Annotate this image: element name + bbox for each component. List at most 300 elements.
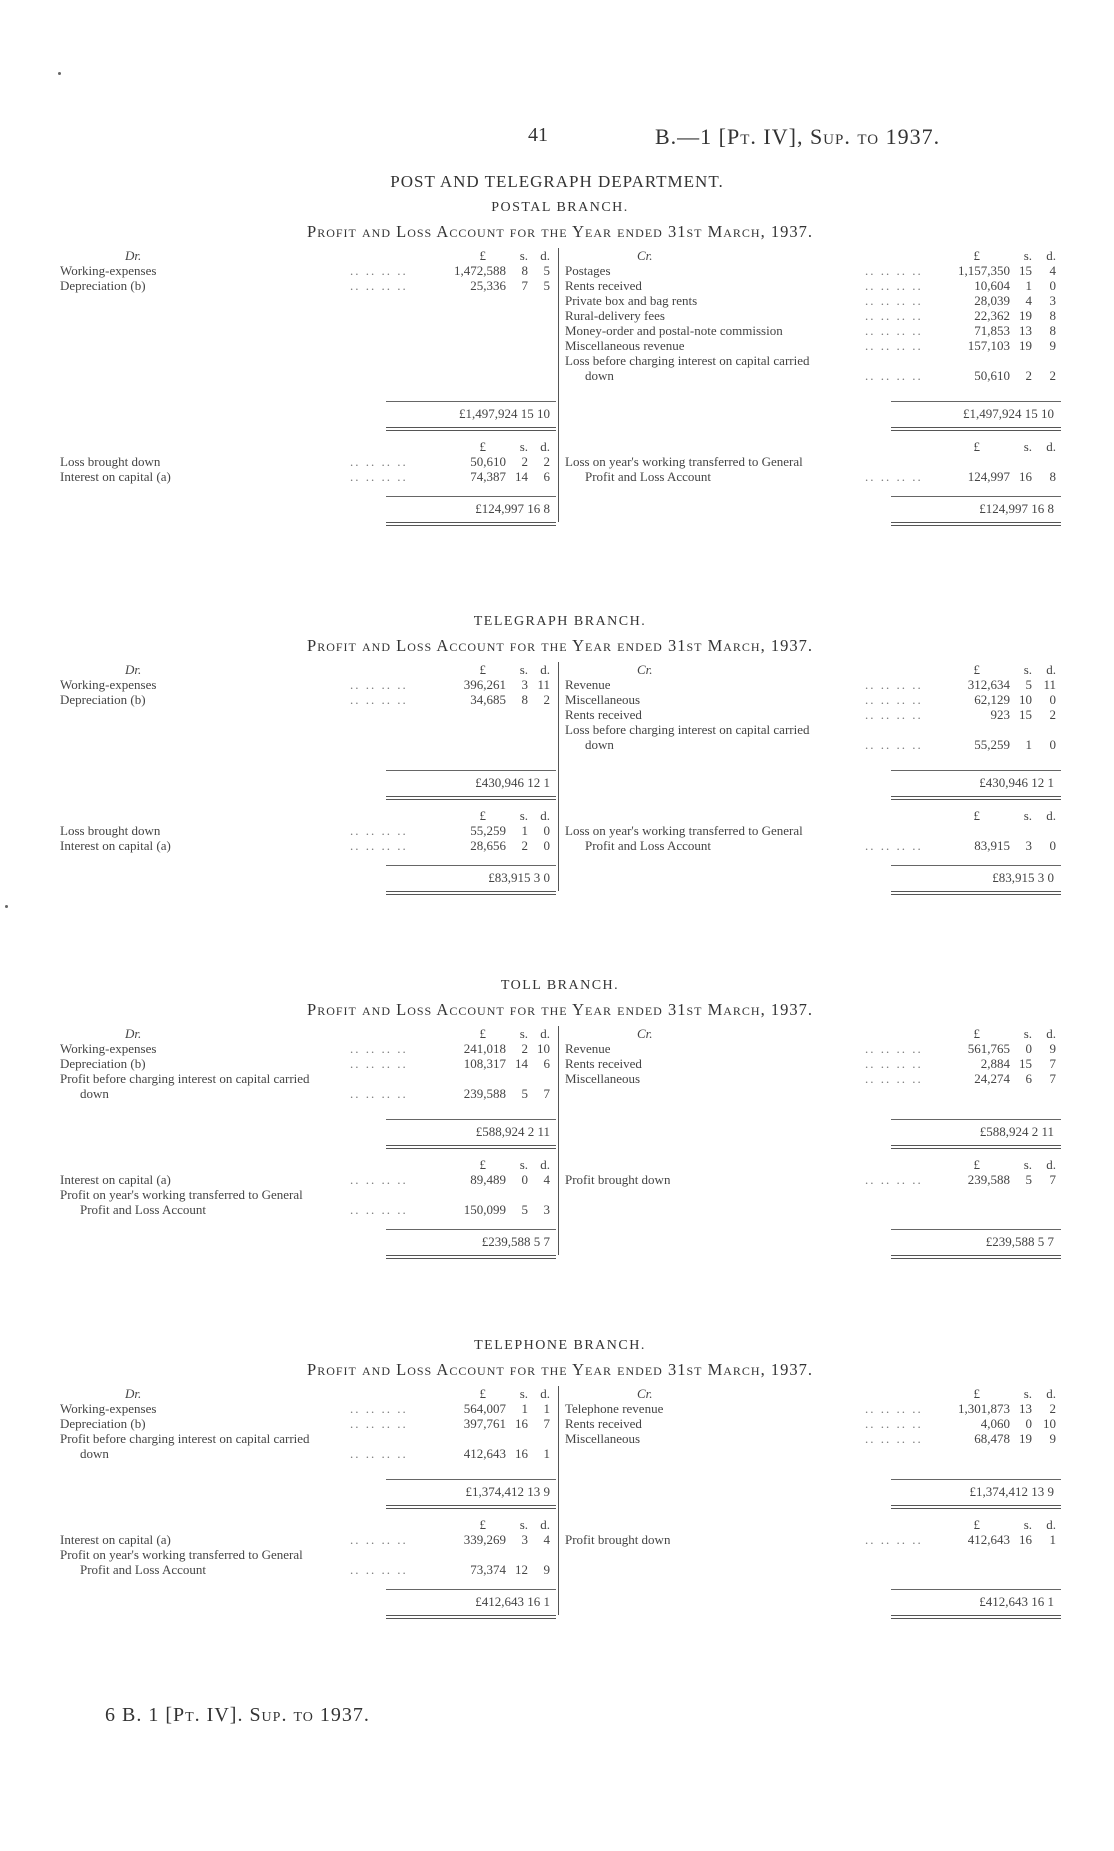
amount-pence: 6 bbox=[543, 1056, 550, 1071]
double-rule bbox=[891, 427, 1061, 431]
amount-pounds: 923 bbox=[990, 707, 1010, 722]
total-amount: £124,997 16 8 bbox=[979, 501, 1054, 516]
leader-dots: .. .. .. .. bbox=[350, 469, 408, 484]
leader-dots: .. .. .. .. bbox=[350, 1446, 408, 1461]
account-title: Profit and Loss Account for the Year ended 31st March, 1937. bbox=[307, 1360, 813, 1379]
double-rule bbox=[891, 1145, 1061, 1149]
amount-shillings: 2 bbox=[521, 1041, 528, 1056]
shillings-header: s. bbox=[519, 662, 528, 677]
side-label: Dr. bbox=[125, 1026, 142, 1041]
amount-pounds: 34,685 bbox=[470, 692, 506, 707]
leader-dots: .. .. .. .. bbox=[865, 278, 923, 293]
amount-pence: 1 bbox=[543, 1446, 550, 1461]
leader-dots: .. .. .. .. bbox=[350, 278, 408, 293]
leader-dots: .. .. .. .. bbox=[350, 1041, 408, 1056]
cr-total bbox=[565, 406, 1060, 421]
leader-dots: .. .. .. .. bbox=[350, 1202, 408, 1217]
shillings-header: s. bbox=[519, 808, 528, 823]
amount-pounds: 561,765 bbox=[967, 1041, 1010, 1056]
amount-pence: 2 bbox=[1049, 707, 1056, 722]
dr-line-item bbox=[60, 1401, 556, 1416]
leader-dots: .. .. .. .. bbox=[865, 308, 923, 323]
pound-symbol: £ bbox=[973, 248, 980, 263]
shillings-header: s. bbox=[1023, 808, 1032, 823]
dr-line-item bbox=[60, 838, 556, 853]
amount-pounds: 55,259 bbox=[974, 737, 1010, 752]
dr-total bbox=[60, 1484, 556, 1499]
amount-shillings: 13 bbox=[1019, 1401, 1032, 1416]
pound-symbol: £ bbox=[973, 439, 980, 454]
dr-line-item bbox=[60, 1431, 556, 1446]
dr-line-item bbox=[60, 1202, 556, 1217]
item-description: Profit on year's working transferred to General bbox=[60, 1547, 303, 1562]
item-description: Interest on capital (a) bbox=[60, 838, 171, 853]
pound-symbol: £ bbox=[479, 808, 486, 823]
side-label: Cr. bbox=[637, 248, 653, 263]
total-amount: £1,497,924 15 10 bbox=[963, 406, 1054, 421]
amount-shillings: 16 bbox=[515, 1416, 528, 1431]
amount-shillings: 19 bbox=[1019, 308, 1032, 323]
leader-dots: .. .. .. .. bbox=[350, 1416, 408, 1431]
pence-header: d. bbox=[1046, 1026, 1056, 1041]
side-label: Cr. bbox=[637, 1026, 653, 1041]
cr-line-item bbox=[565, 1532, 1060, 1547]
item-description: Loss on year's working transferred to General bbox=[565, 823, 803, 838]
dr-line-item bbox=[60, 677, 556, 692]
column-header bbox=[565, 662, 1060, 677]
cr-line-item bbox=[565, 692, 1060, 707]
amount-pence: 7 bbox=[1049, 1071, 1056, 1086]
cr-line-item bbox=[565, 263, 1060, 278]
amount-pence: 9 bbox=[1049, 338, 1056, 353]
amount-pence: 8 bbox=[1049, 323, 1056, 338]
item-description: down bbox=[585, 737, 614, 752]
cr-total bbox=[565, 1484, 1060, 1499]
item-description: Revenue bbox=[565, 1041, 611, 1056]
item-description: Telephone revenue bbox=[565, 1401, 664, 1416]
amount-pounds: 28,656 bbox=[470, 838, 506, 853]
amount-pounds: 312,634 bbox=[967, 677, 1010, 692]
shillings-header: s. bbox=[1023, 662, 1032, 677]
item-description: Interest on capital (a) bbox=[60, 1532, 171, 1547]
branch-name: TELEPHONE BRANCH. bbox=[474, 1338, 646, 1353]
amount-pounds: 10,604 bbox=[974, 278, 1010, 293]
item-description: Profit and Loss Account bbox=[585, 469, 712, 484]
column-divider bbox=[558, 1386, 559, 1615]
column-divider bbox=[558, 662, 559, 891]
column-header bbox=[60, 1386, 556, 1401]
leader-dots: .. .. .. .. bbox=[350, 677, 408, 692]
amount-pounds: 24,274 bbox=[974, 1071, 1010, 1086]
amount-pounds: 1,301,873 bbox=[958, 1401, 1010, 1416]
item-description: Rural-delivery fees bbox=[565, 308, 665, 323]
cr-line-item bbox=[565, 1056, 1060, 1071]
double-rule bbox=[891, 891, 1061, 895]
dr-line-item bbox=[60, 278, 556, 293]
dr-line-item bbox=[60, 454, 556, 469]
dr-line-item bbox=[60, 1187, 556, 1202]
double-rule bbox=[386, 427, 556, 431]
amount-shillings: 14 bbox=[515, 1056, 528, 1071]
amount-shillings: 2 bbox=[521, 454, 528, 469]
amount-pence: 11 bbox=[537, 677, 550, 692]
amount-pounds: 71,853 bbox=[974, 323, 1010, 338]
amount-pence: 7 bbox=[543, 1416, 550, 1431]
item-description: Profit before charging interest on capital carried bbox=[60, 1431, 310, 1446]
item-description: Interest on capital (a) bbox=[60, 1172, 171, 1187]
column-header bbox=[565, 1386, 1060, 1401]
pence-header: d. bbox=[540, 248, 550, 263]
amount-shillings: 8 bbox=[521, 692, 528, 707]
amount-pence: 4 bbox=[1049, 263, 1056, 278]
leader-dots: .. .. .. .. bbox=[865, 1416, 923, 1431]
amount-shillings: 5 bbox=[1025, 677, 1032, 692]
pence-header: d. bbox=[540, 439, 550, 454]
pence-header: d. bbox=[1046, 808, 1056, 823]
cr-line-item bbox=[565, 353, 1060, 368]
amount-shillings: 16 bbox=[1019, 469, 1032, 484]
item-description: Profit and Loss Account bbox=[585, 838, 712, 853]
amount-pence: 3 bbox=[543, 1202, 550, 1217]
double-rule bbox=[891, 1615, 1061, 1619]
amount-pounds: 396,261 bbox=[463, 677, 506, 692]
amount-pence: 10 bbox=[1043, 1416, 1056, 1431]
double-rule bbox=[891, 1255, 1061, 1259]
total-amount: £124,997 16 8 bbox=[475, 501, 550, 516]
double-rule bbox=[386, 891, 556, 895]
dr-total bbox=[60, 1594, 556, 1609]
amount-pence: 9 bbox=[1049, 1041, 1056, 1056]
dr-total bbox=[60, 1124, 556, 1139]
leader-dots: .. .. .. .. bbox=[865, 1401, 923, 1416]
leader-dots: .. .. .. .. bbox=[350, 692, 408, 707]
amount-pounds: 22,362 bbox=[974, 308, 1010, 323]
item-description: Loss brought down bbox=[60, 823, 161, 838]
pound-symbol: £ bbox=[479, 1517, 486, 1532]
amount-pence: 1 bbox=[543, 1401, 550, 1416]
item-description: Profit on year's working transferred to General bbox=[60, 1187, 303, 1202]
leader-dots: .. .. .. .. bbox=[865, 692, 923, 707]
column-header bbox=[565, 808, 1060, 823]
total-amount: £1,374,412 13 9 bbox=[969, 1484, 1054, 1499]
amount-shillings: 19 bbox=[1019, 338, 1032, 353]
amount-pence: 2 bbox=[1049, 1401, 1056, 1416]
shillings-header: s. bbox=[1023, 1386, 1032, 1401]
amount-pounds: 50,610 bbox=[974, 368, 1010, 383]
document-reference: B.—1 [Pt. IV], Sup. to 1937. bbox=[655, 124, 941, 149]
pound-symbol: £ bbox=[479, 1026, 486, 1041]
double-rule bbox=[386, 796, 556, 800]
item-description: Loss before charging interest on capital carried bbox=[565, 722, 810, 737]
leader-dots: .. .. .. .. bbox=[350, 1562, 408, 1577]
item-description: Miscellaneous bbox=[565, 1431, 641, 1446]
double-rule bbox=[891, 1505, 1061, 1509]
amount-pence: 9 bbox=[1049, 1431, 1056, 1446]
branch-name: TELEGRAPH BRANCH. bbox=[473, 614, 647, 629]
cr-line-item bbox=[565, 823, 1060, 838]
total-amount: £588,924 2 11 bbox=[979, 1124, 1054, 1139]
item-description: down bbox=[585, 368, 614, 383]
column-header bbox=[60, 248, 556, 263]
pence-header: d. bbox=[1046, 439, 1056, 454]
cr-line-item bbox=[565, 1172, 1060, 1187]
shillings-header: s. bbox=[519, 1386, 528, 1401]
amount-pence: 5 bbox=[543, 263, 550, 278]
dr-line-item bbox=[60, 1172, 556, 1187]
cr-total bbox=[565, 870, 1060, 885]
side-label: Dr. bbox=[125, 662, 142, 677]
leader-dots: .. .. .. .. bbox=[350, 454, 408, 469]
column-header bbox=[565, 248, 1060, 263]
item-description: Loss on year's working transferred to General bbox=[565, 454, 803, 469]
credit-column bbox=[565, 248, 1060, 526]
amount-pounds: 89,489 bbox=[470, 1172, 506, 1187]
column-header bbox=[565, 1517, 1060, 1532]
item-description: Profit and Loss Account bbox=[80, 1202, 207, 1217]
amount-shillings: 16 bbox=[515, 1446, 528, 1461]
column-header bbox=[60, 1517, 556, 1532]
shillings-header: s. bbox=[519, 248, 528, 263]
amount-pounds: 25,336 bbox=[470, 278, 506, 293]
double-rule bbox=[386, 1505, 556, 1509]
account-title: Profit and Loss Account for the Year ended 31st March, 1937. bbox=[307, 636, 813, 655]
amount-shillings: 0 bbox=[1025, 1041, 1032, 1056]
dr-total bbox=[60, 870, 556, 885]
item-description: Postages bbox=[565, 263, 611, 278]
amount-shillings: 0 bbox=[1025, 1416, 1032, 1431]
amount-pounds: 564,007 bbox=[463, 1401, 506, 1416]
pence-header: d. bbox=[540, 1517, 550, 1532]
cr-line-item bbox=[565, 308, 1060, 323]
item-description: Profit before charging interest on capital carried bbox=[60, 1071, 310, 1086]
shillings-header: s. bbox=[1023, 439, 1032, 454]
amount-shillings: 2 bbox=[521, 838, 528, 853]
amount-pence: 11 bbox=[1043, 677, 1056, 692]
amount-pence: 8 bbox=[1049, 469, 1056, 484]
amount-pounds: 55,259 bbox=[470, 823, 506, 838]
amount-pence: 5 bbox=[543, 278, 550, 293]
column-header bbox=[565, 1026, 1060, 1041]
branch-name: POSTAL BRANCH. bbox=[491, 200, 629, 215]
stray-mark bbox=[58, 72, 61, 75]
amount-shillings: 0 bbox=[521, 1172, 528, 1187]
dr-total bbox=[60, 775, 556, 790]
cr-line-item bbox=[565, 1071, 1060, 1086]
dr-line-item bbox=[60, 469, 556, 484]
amount-pence: 7 bbox=[1049, 1056, 1056, 1071]
amount-pence: 0 bbox=[1049, 278, 1056, 293]
shillings-header: s. bbox=[519, 1517, 528, 1532]
item-description: Working-expenses bbox=[60, 1401, 157, 1416]
amount-shillings: 1 bbox=[1025, 737, 1032, 752]
item-description: Depreciation (b) bbox=[60, 1416, 146, 1431]
pound-symbol: £ bbox=[973, 1517, 980, 1532]
item-description: Miscellaneous revenue bbox=[565, 338, 685, 353]
item-description: Rents received bbox=[565, 1056, 642, 1071]
cr-total bbox=[565, 1594, 1060, 1609]
total-amount: £239,588 5 7 bbox=[985, 1234, 1054, 1249]
item-description: Loss brought down bbox=[60, 454, 161, 469]
pound-symbol: £ bbox=[479, 248, 486, 263]
pence-header: d. bbox=[1046, 1517, 1056, 1532]
leader-dots: .. .. .. .. bbox=[865, 323, 923, 338]
pence-header: d. bbox=[540, 1026, 550, 1041]
amount-pounds: 397,761 bbox=[463, 1416, 506, 1431]
shillings-header: s. bbox=[1023, 1517, 1032, 1532]
cr-line-item bbox=[565, 838, 1060, 853]
leader-dots: .. .. .. .. bbox=[350, 263, 408, 278]
total-amount: £588,924 2 11 bbox=[475, 1124, 550, 1139]
item-description: Miscellaneous bbox=[565, 1071, 641, 1086]
total-amount: £412,643 16 1 bbox=[979, 1594, 1054, 1609]
amount-pounds: 108,317 bbox=[463, 1056, 506, 1071]
debit-column bbox=[60, 1386, 556, 1619]
shillings-header: s. bbox=[1023, 1026, 1032, 1041]
item-description: Rents received bbox=[565, 1416, 642, 1431]
branch-section bbox=[60, 200, 1060, 522]
shillings-header: s. bbox=[519, 439, 528, 454]
credit-column bbox=[565, 1026, 1060, 1259]
leader-dots: .. .. .. .. bbox=[350, 823, 408, 838]
cr-line-item bbox=[565, 1401, 1060, 1416]
amount-shillings: 1 bbox=[1025, 278, 1032, 293]
pound-symbol: £ bbox=[973, 1386, 980, 1401]
item-description: Revenue bbox=[565, 677, 611, 692]
total-amount: £83,915 3 0 bbox=[992, 870, 1054, 885]
dr-line-item bbox=[60, 692, 556, 707]
cr-line-item bbox=[565, 1431, 1060, 1446]
debit-column bbox=[60, 662, 556, 895]
amount-shillings: 5 bbox=[521, 1086, 528, 1101]
amount-shillings: 5 bbox=[1025, 1172, 1032, 1187]
item-description: Profit brought down bbox=[565, 1172, 671, 1187]
amount-pence: 0 bbox=[1049, 838, 1056, 853]
account-body bbox=[60, 662, 1060, 891]
amount-shillings: 5 bbox=[521, 1202, 528, 1217]
leader-dots: .. .. .. .. bbox=[865, 1041, 923, 1056]
total-amount: £1,374,412 13 9 bbox=[465, 1484, 550, 1499]
amount-pence: 6 bbox=[543, 469, 550, 484]
amount-pounds: 412,643 bbox=[463, 1446, 506, 1461]
leader-dots: .. .. .. .. bbox=[865, 1431, 923, 1446]
item-description: Depreciation (b) bbox=[60, 1056, 146, 1071]
leader-dots: .. .. .. .. bbox=[865, 737, 923, 752]
item-description: Interest on capital (a) bbox=[60, 469, 171, 484]
double-rule bbox=[891, 522, 1061, 526]
column-header bbox=[60, 1026, 556, 1041]
item-description: Money-order and postal-note commission bbox=[565, 323, 783, 338]
column-header bbox=[60, 439, 556, 454]
pound-symbol: £ bbox=[973, 1157, 980, 1172]
cr-total bbox=[565, 1234, 1060, 1249]
amount-shillings: 10 bbox=[1019, 692, 1032, 707]
leader-dots: .. .. .. .. bbox=[865, 1532, 923, 1547]
cr-total bbox=[565, 501, 1060, 516]
leader-dots: .. .. .. .. bbox=[865, 1056, 923, 1071]
leader-dots: .. .. .. .. bbox=[865, 263, 923, 278]
credit-column bbox=[565, 1386, 1060, 1619]
dr-line-item bbox=[60, 1086, 556, 1101]
total-amount: £412,643 16 1 bbox=[475, 1594, 550, 1609]
cr-line-item bbox=[565, 1416, 1060, 1431]
amount-shillings: 3 bbox=[521, 677, 528, 692]
amount-pounds: 124,997 bbox=[967, 469, 1010, 484]
leader-dots: .. .. .. .. bbox=[350, 1172, 408, 1187]
pound-symbol: £ bbox=[973, 662, 980, 677]
item-description: Rents received bbox=[565, 707, 642, 722]
debit-column bbox=[60, 248, 556, 526]
item-description: Working-expenses bbox=[60, 677, 157, 692]
amount-pounds: 241,018 bbox=[463, 1041, 506, 1056]
leader-dots: .. .. .. .. bbox=[350, 1086, 408, 1101]
double-rule bbox=[386, 1255, 556, 1259]
amount-shillings: 15 bbox=[1019, 707, 1032, 722]
amount-shillings: 8 bbox=[521, 263, 528, 278]
cr-line-item bbox=[565, 368, 1060, 383]
amount-pence: 0 bbox=[543, 823, 550, 838]
amount-shillings: 16 bbox=[1019, 1532, 1032, 1547]
amount-shillings: 1 bbox=[521, 823, 528, 838]
account-body bbox=[60, 248, 1060, 522]
item-description: down bbox=[80, 1446, 109, 1461]
dr-line-item bbox=[60, 263, 556, 278]
pence-header: d. bbox=[1046, 248, 1056, 263]
dr-line-item bbox=[60, 1446, 556, 1461]
pence-header: d. bbox=[540, 1157, 550, 1172]
dr-line-item bbox=[60, 1532, 556, 1547]
column-divider bbox=[558, 248, 559, 522]
pence-header: d. bbox=[1046, 1386, 1056, 1401]
cr-line-item bbox=[565, 677, 1060, 692]
amount-shillings: 12 bbox=[515, 1562, 528, 1577]
account-body bbox=[60, 1026, 1060, 1255]
amount-shillings: 7 bbox=[521, 278, 528, 293]
amount-pounds: 83,915 bbox=[974, 838, 1010, 853]
cr-line-item bbox=[565, 338, 1060, 353]
column-header bbox=[565, 1157, 1060, 1172]
pound-symbol: £ bbox=[479, 1386, 486, 1401]
item-description: Depreciation (b) bbox=[60, 692, 146, 707]
item-description: Rents received bbox=[565, 278, 642, 293]
cr-line-item bbox=[565, 722, 1060, 737]
dr-line-item bbox=[60, 823, 556, 838]
amount-pounds: 1,157,350 bbox=[958, 263, 1010, 278]
branch-section bbox=[60, 614, 1060, 891]
double-rule bbox=[386, 1145, 556, 1149]
dr-total bbox=[60, 1234, 556, 1249]
amount-pence: 3 bbox=[1049, 293, 1056, 308]
double-rule bbox=[891, 796, 1061, 800]
item-description: down bbox=[80, 1086, 109, 1101]
amount-pounds: 157,103 bbox=[967, 338, 1010, 353]
shillings-header: s. bbox=[519, 1157, 528, 1172]
column-header bbox=[60, 808, 556, 823]
debit-column bbox=[60, 1026, 556, 1259]
amount-shillings: 13 bbox=[1019, 323, 1032, 338]
amount-pence: 4 bbox=[543, 1532, 550, 1547]
cr-line-item bbox=[565, 454, 1060, 469]
amount-pounds: 4,060 bbox=[980, 1416, 1010, 1431]
amount-pence: 2 bbox=[1049, 368, 1056, 383]
amount-shillings: 3 bbox=[1025, 838, 1032, 853]
amount-shillings: 4 bbox=[1025, 293, 1032, 308]
dr-line-item bbox=[60, 1071, 556, 1086]
double-rule bbox=[386, 522, 556, 526]
shillings-header: s. bbox=[1023, 248, 1032, 263]
leader-dots: .. .. .. .. bbox=[865, 838, 923, 853]
amount-pounds: 339,269 bbox=[463, 1532, 506, 1547]
amount-shillings: 14 bbox=[515, 469, 528, 484]
